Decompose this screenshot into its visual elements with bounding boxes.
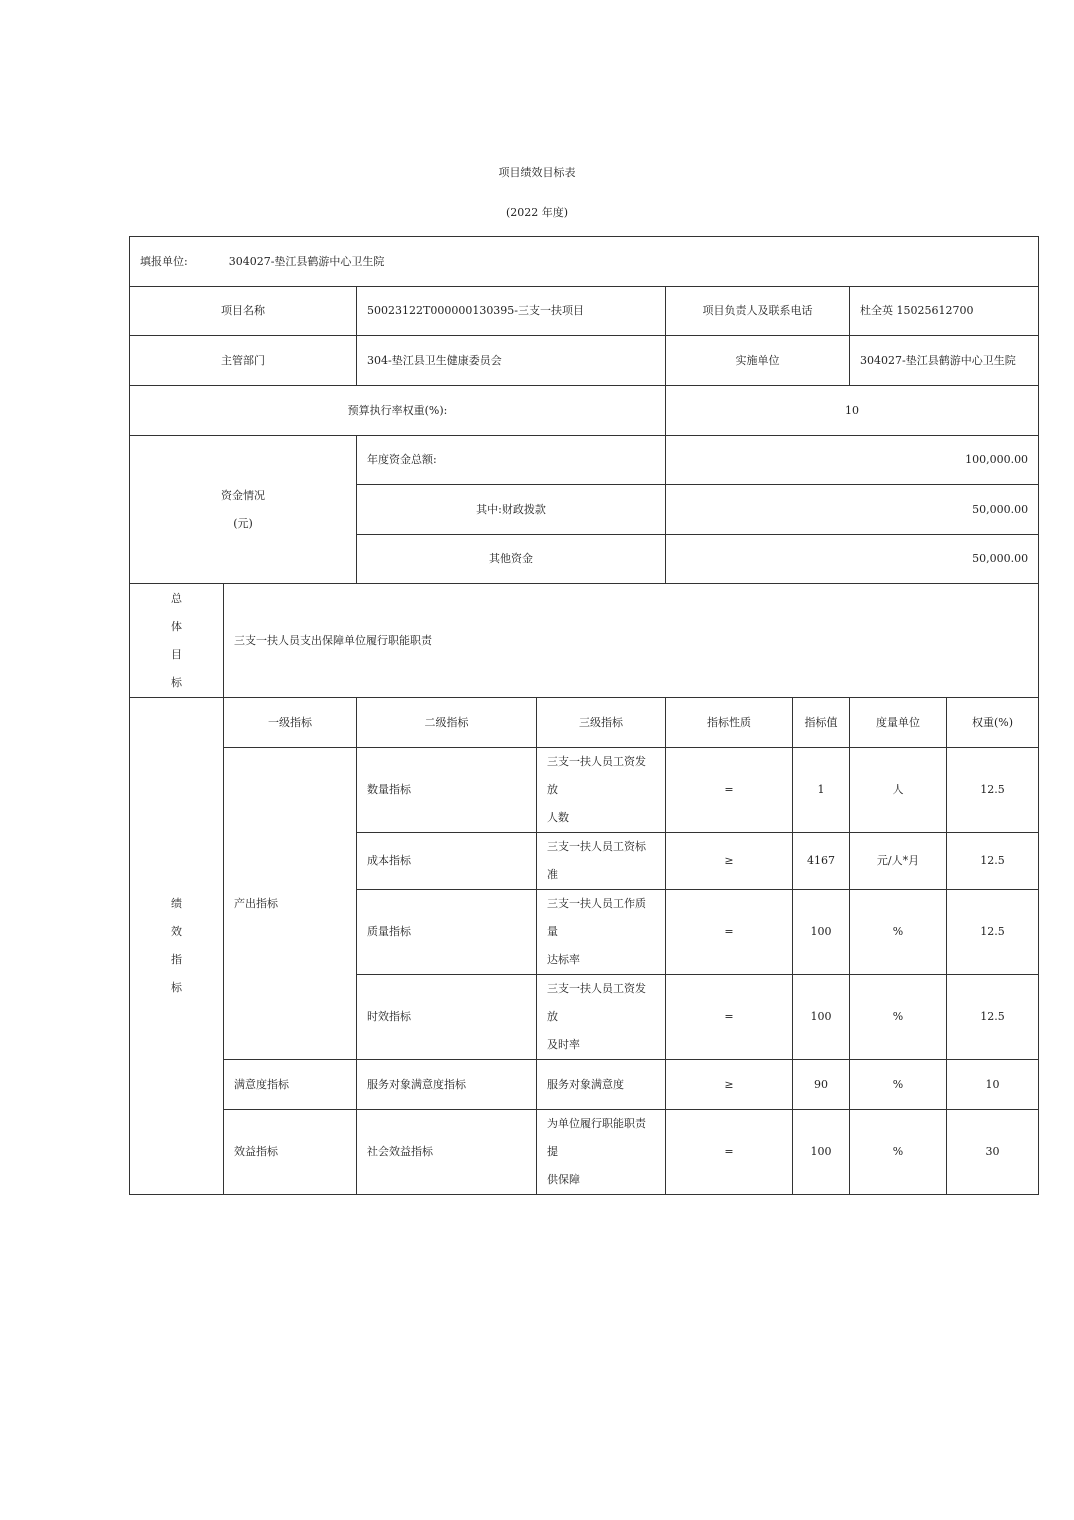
funds-other-label: 其他资金	[357, 535, 666, 584]
project-contact-label: 项目负责人及联系电话	[666, 287, 850, 336]
department-row	[130, 336, 1039, 386]
unit-cell: %	[850, 975, 947, 1060]
level3-line: 三支一扶人员工资发放	[547, 755, 646, 796]
value-cell: 100	[793, 975, 850, 1060]
funds-fiscal-label: 其中:财政拨款	[357, 485, 666, 535]
budget-weight-row	[130, 386, 1039, 436]
weight-cell: 10	[947, 1060, 1039, 1110]
header-level3: 三级指标	[537, 698, 666, 748]
level3-line: 三支一扶人员工资标准	[547, 840, 646, 881]
header-weight: 权重(%)	[947, 698, 1039, 748]
funds-label	[130, 436, 357, 584]
budget-weight-value: 10	[666, 386, 1039, 436]
weight-cell: 12.5	[947, 833, 1039, 890]
nature-cell: =	[666, 975, 793, 1060]
level1-satisfaction: 满意度指标	[224, 1060, 357, 1110]
nature-cell: ≥	[666, 1060, 793, 1110]
funds-label-line1: 资金情况	[221, 488, 265, 502]
funds-other-value: 50,000.00	[666, 535, 1039, 584]
unit-row	[130, 237, 1039, 287]
goal-label-char: 目	[171, 647, 182, 661]
indicator-label-char: 效	[171, 925, 182, 938]
document-year: (2022 年度)	[505, 206, 569, 219]
implementer-label: 实施单位	[666, 336, 850, 386]
unit-cell: %	[850, 1060, 947, 1110]
level3-line: 达标率	[547, 953, 580, 966]
unit-cell: %	[850, 890, 947, 975]
level3-cell	[537, 890, 666, 975]
nature-cell: ≥	[666, 833, 793, 890]
indicator-label-char: 指	[171, 953, 182, 966]
header-level1: 一级指标	[224, 698, 357, 748]
header-value: 指标值	[793, 698, 850, 748]
level1-benefit: 效益指标	[224, 1110, 357, 1195]
goal-label-char: 体	[171, 619, 182, 633]
project-contact-value: 杜全英 15025612700	[850, 287, 1039, 336]
level2-cell: 社会效益指标	[357, 1110, 537, 1195]
funds-total-row	[130, 436, 1039, 485]
value-cell: 4167	[793, 833, 850, 890]
level3-line: 供保障	[547, 1173, 580, 1186]
weight-cell: 12.5	[947, 975, 1039, 1060]
funds-fiscal-value: 50,000.00	[666, 485, 1039, 535]
budget-weight-label: 预算执行率权重(%):	[130, 386, 666, 436]
goal-label-char: 总	[171, 591, 182, 605]
weight-cell: 30	[947, 1110, 1039, 1195]
level3-line: 三支一扶人员工资发放	[547, 982, 646, 1023]
weight-cell: 12.5	[947, 890, 1039, 975]
funds-label-line2: (元)	[233, 516, 253, 530]
level3-cell	[537, 1110, 666, 1195]
project-name-row	[130, 287, 1039, 336]
table-row	[130, 1110, 1039, 1195]
unit-value: 304027-垫江县鹤游中心卫生院	[228, 254, 385, 268]
level3-cell	[537, 748, 666, 833]
value-cell: 1	[793, 748, 850, 833]
level1-output: 产出指标	[224, 748, 357, 1060]
project-name-value: 50023122T000000130395-三支一扶项目	[357, 287, 666, 336]
document-title: 项目绩效目标表	[498, 166, 576, 179]
unit-cell: 人	[850, 748, 947, 833]
department-label: 主管部门	[130, 336, 357, 386]
table-row	[130, 748, 1039, 833]
level3-line: 及时率	[547, 1038, 580, 1051]
unit-cell: 元/人*月	[850, 833, 947, 890]
nature-cell: =	[666, 748, 793, 833]
level2-cell: 质量指标	[357, 890, 537, 975]
nature-cell: =	[666, 1110, 793, 1195]
level3-cell	[537, 975, 666, 1060]
level2-cell: 服务对象满意度指标	[357, 1060, 537, 1110]
unit-cell: %	[850, 1110, 947, 1195]
indicator-header-row	[130, 698, 1039, 748]
goal-row	[130, 584, 1039, 698]
goal-text: 三支一扶人员支出保障单位履行职能职责	[224, 584, 1039, 698]
value-cell: 100	[793, 1110, 850, 1195]
header-unit: 度量单位	[850, 698, 947, 748]
department-value: 304-垫江县卫生健康委员会	[357, 336, 666, 386]
implementer-value: 304027-垫江县鹤游中心卫生院	[850, 336, 1039, 386]
level3-line: 三支一扶人员工作质量	[547, 897, 646, 938]
weight-cell: 12.5	[947, 748, 1039, 833]
unit-cell	[130, 237, 1039, 287]
header-level2: 二级指标	[357, 698, 537, 748]
goal-label-char: 标	[171, 675, 182, 689]
header-nature: 指标性质	[666, 698, 793, 748]
level3-line: 服务对象满意度	[547, 1077, 624, 1091]
level2-cell: 成本指标	[357, 833, 537, 890]
funds-total-label: 年度资金总额:	[357, 436, 666, 485]
level2-cell: 时效指标	[357, 975, 537, 1060]
indicator-label-char: 标	[171, 981, 182, 994]
level2-cell: 数量指标	[357, 748, 537, 833]
level3-line: 为单位履行职能职责提	[547, 1117, 646, 1158]
value-cell: 90	[793, 1060, 850, 1110]
value-cell: 100	[793, 890, 850, 975]
level3-line: 人数	[547, 811, 569, 824]
level3-cell	[537, 833, 666, 890]
level3-cell	[537, 1060, 666, 1110]
unit-label: 填报单位:	[140, 254, 188, 268]
indicator-label	[130, 698, 224, 1195]
funds-total-value: 100,000.00	[666, 436, 1039, 485]
performance-table	[129, 236, 1039, 1195]
nature-cell: =	[666, 890, 793, 975]
goal-label	[130, 584, 224, 698]
project-name-label: 项目名称	[130, 287, 357, 336]
indicator-label-char: 绩	[171, 897, 182, 910]
table-row	[130, 1060, 1039, 1110]
